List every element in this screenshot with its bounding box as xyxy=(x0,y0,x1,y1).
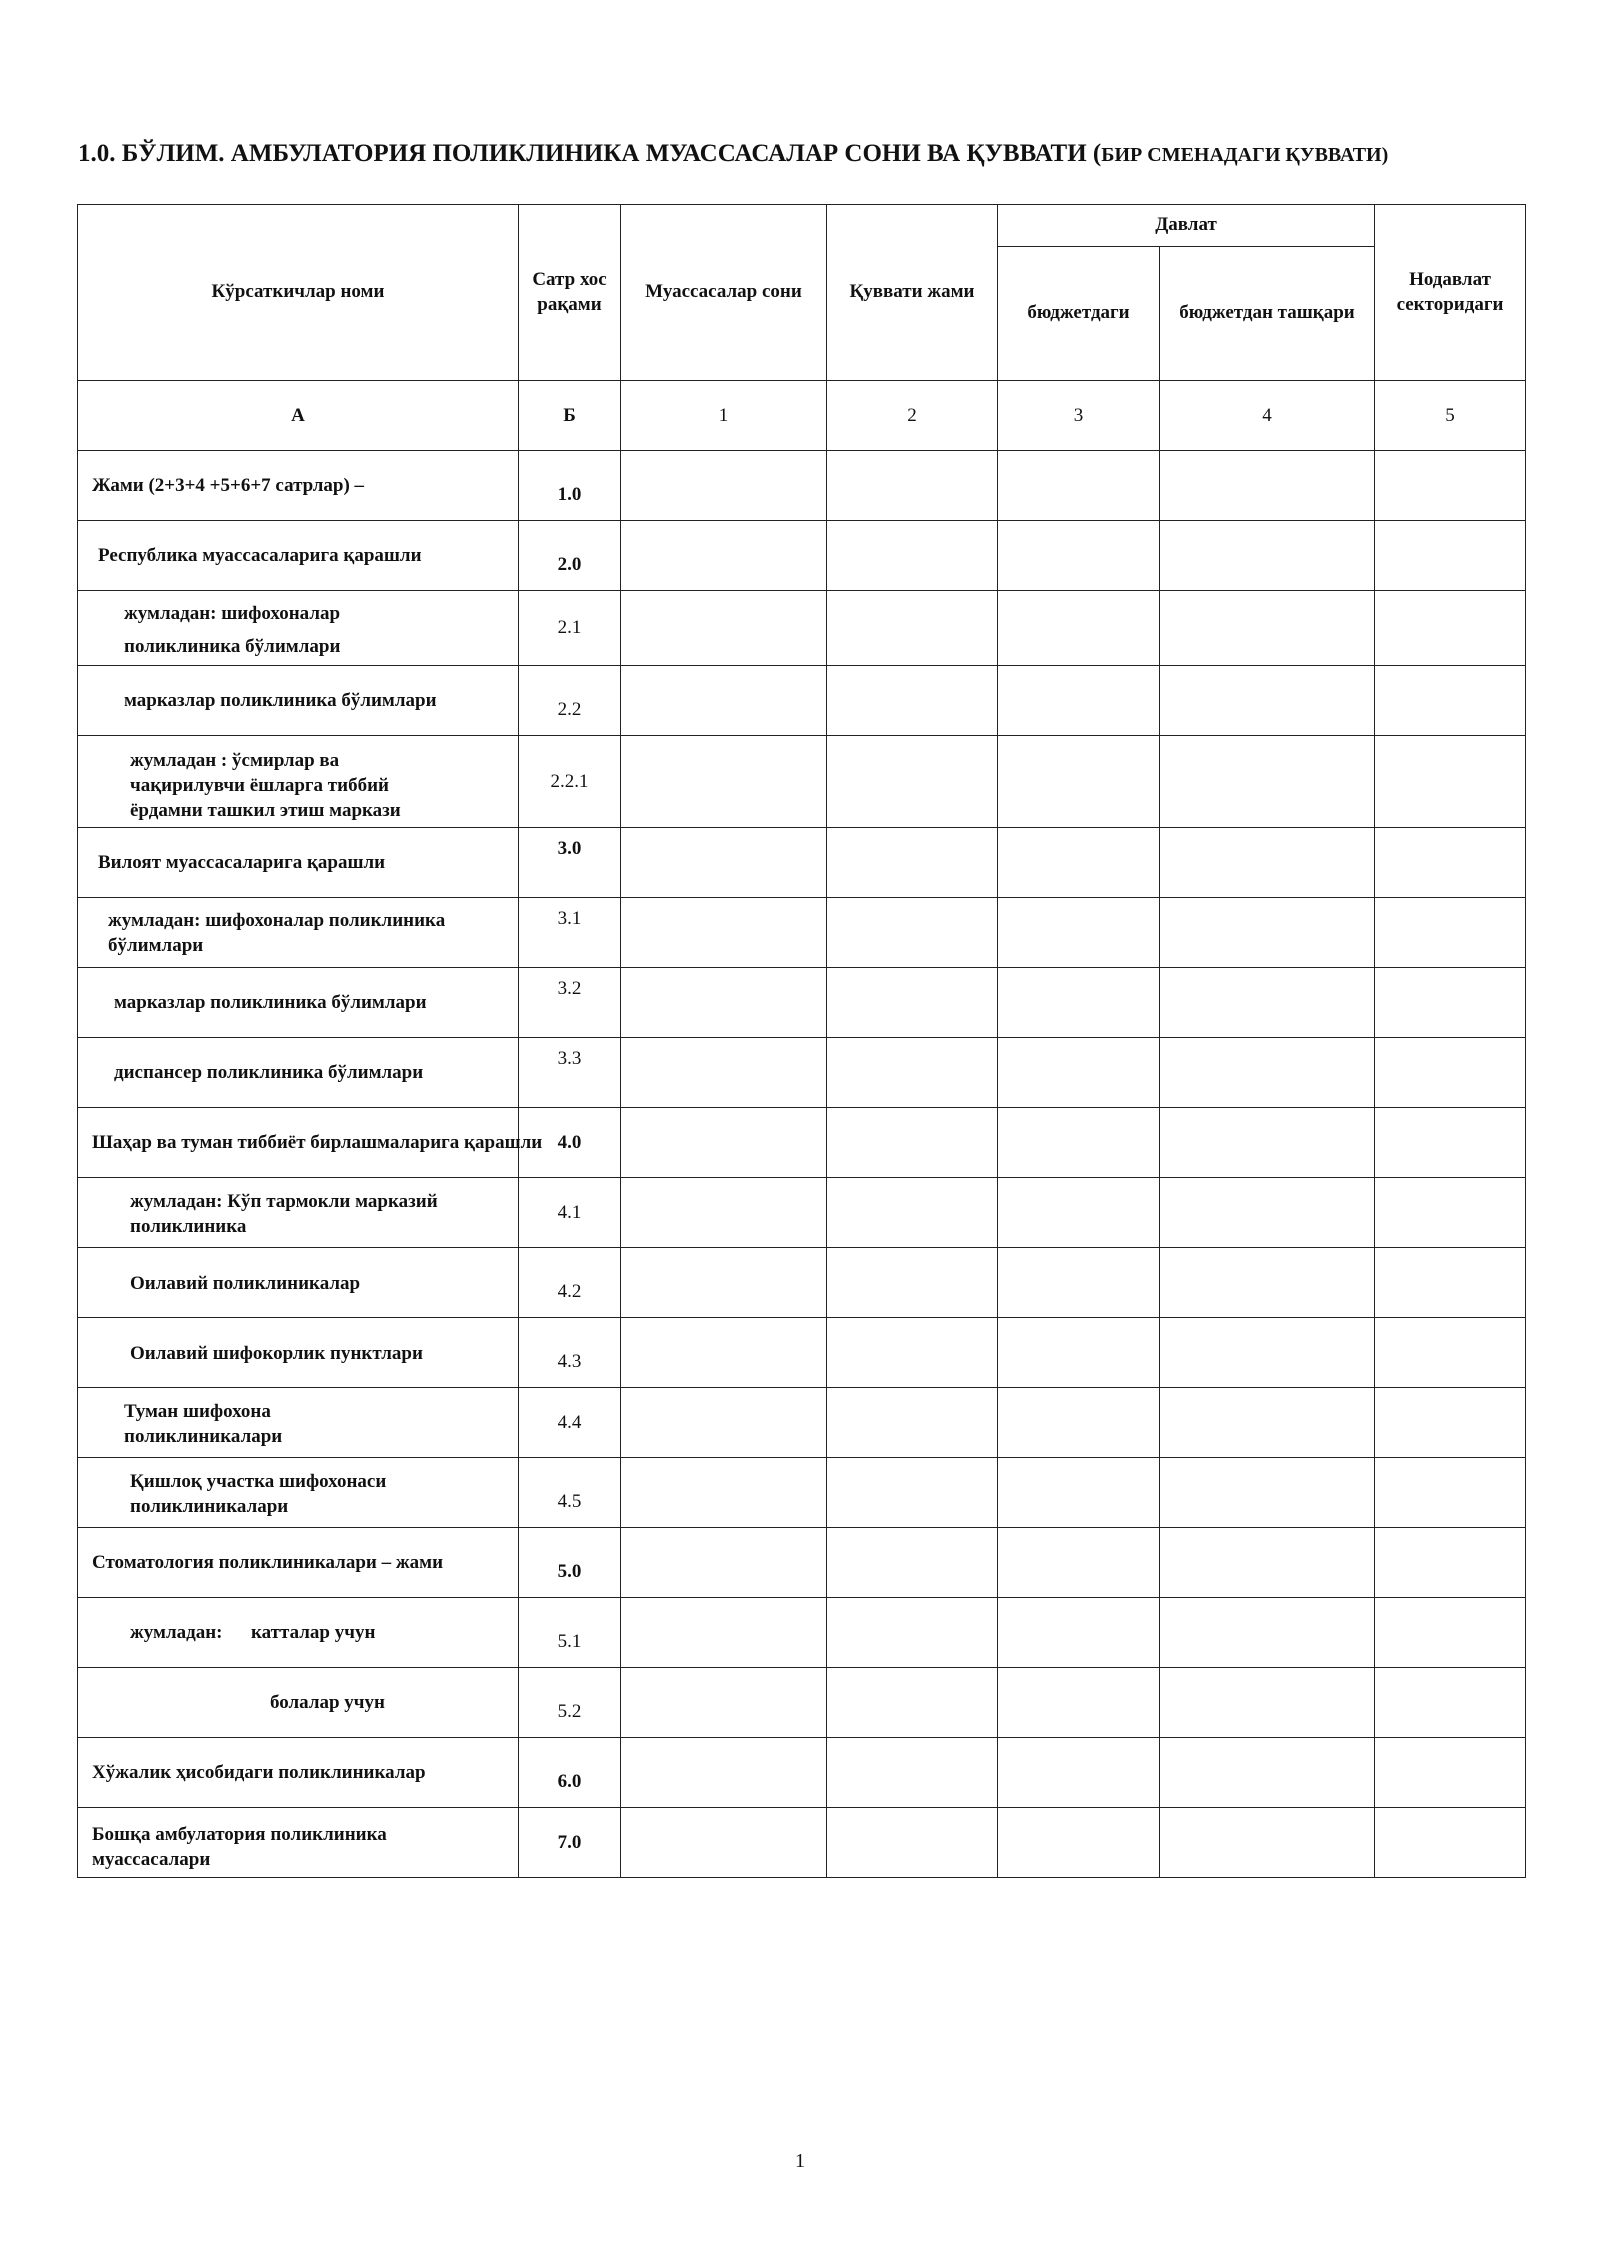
row-label: Шаҳар ва туман тиббиёт бирлашмаларига қарашли xyxy=(78,1108,519,1178)
row-label: жумладан : ўсмирлар ва чақирилувчи ёшларга тиббий ёрдамни ташкил этиш маркази xyxy=(78,736,519,828)
cell-institutions[interactable] xyxy=(621,736,827,828)
table-row xyxy=(78,736,1526,828)
cell-budget[interactable] xyxy=(998,1598,1160,1668)
cell-institutions[interactable] xyxy=(621,1598,827,1668)
cell-capacity-total[interactable] xyxy=(827,898,998,968)
cell-non-state[interactable] xyxy=(1375,898,1526,968)
row-label: Оилавий поликлиникалар xyxy=(78,1248,519,1318)
header-indicator: Кўрсаткичлар номи xyxy=(78,205,519,381)
table-row xyxy=(78,451,1526,521)
cell-off-budget[interactable] xyxy=(1160,1248,1375,1318)
cell-institutions[interactable] xyxy=(621,1108,827,1178)
cell-non-state[interactable] xyxy=(1375,736,1526,828)
table-row xyxy=(78,898,1526,968)
cell-non-state[interactable] xyxy=(1375,1318,1526,1388)
cell-institutions[interactable] xyxy=(621,1388,827,1458)
cell-capacity-total[interactable] xyxy=(827,1178,998,1248)
capacity-table xyxy=(77,204,1526,1878)
cell-capacity-total[interactable] xyxy=(827,1038,998,1108)
header-institutions: Муассасалар сони xyxy=(621,205,827,381)
row-label: Хўжалик ҳисобидаги поликлиникалар xyxy=(78,1738,519,1808)
cell-non-state[interactable] xyxy=(1375,828,1526,898)
row-code: 1.0 xyxy=(519,451,621,521)
row-label: диспансер поликлиника бўлимлари xyxy=(78,1038,519,1108)
cell-off-budget[interactable] xyxy=(1160,828,1375,898)
cell-budget[interactable] xyxy=(998,591,1160,666)
cell-institutions[interactable] xyxy=(621,1668,827,1738)
cell-non-state[interactable] xyxy=(1375,968,1526,1038)
header-off-budget: бюджетдан ташқари xyxy=(1160,247,1375,381)
row-label: Бошқа амбулатория поликлиника муассасалари xyxy=(78,1808,519,1878)
cell-capacity-total[interactable] xyxy=(827,1668,998,1738)
cell-off-budget[interactable] xyxy=(1160,591,1375,666)
cell-budget[interactable] xyxy=(998,828,1160,898)
cell-institutions[interactable] xyxy=(621,1458,827,1528)
cell-budget[interactable] xyxy=(998,521,1160,591)
cell-off-budget[interactable] xyxy=(1160,521,1375,591)
cell-non-state[interactable] xyxy=(1375,1108,1526,1178)
column-number: 1 xyxy=(621,381,827,451)
title-subtitle: БИР СМЕНАДАГИ ҚУВВАТИ) xyxy=(1101,144,1389,166)
row-code: 4.5 xyxy=(519,1458,621,1528)
cell-capacity-total[interactable] xyxy=(827,1528,998,1598)
row-label: болалар учун xyxy=(78,1668,519,1738)
column-number: 5 xyxy=(1375,381,1526,451)
header-capacity-total: Қуввати жами xyxy=(827,205,998,381)
row-label: Қишлоқ участка шифохонаси поликлиникалари xyxy=(78,1458,519,1528)
cell-non-state[interactable] xyxy=(1375,1598,1526,1668)
row-label: Республика муассасаларига қарашли xyxy=(78,521,519,591)
page-number: 1 xyxy=(795,2150,805,2172)
cell-off-budget[interactable] xyxy=(1160,1318,1375,1388)
cell-capacity-total[interactable] xyxy=(827,828,998,898)
cell-non-state[interactable] xyxy=(1375,1668,1526,1738)
row-label: жумладан: шифохоналар поликлиника бўлимлари xyxy=(78,591,519,666)
cell-budget[interactable] xyxy=(998,451,1160,521)
column-number: 4 xyxy=(1160,381,1375,451)
row-label: марказлар поликлиника бўлимлари xyxy=(78,666,519,736)
cell-budget[interactable] xyxy=(998,1388,1160,1458)
cell-budget[interactable] xyxy=(998,1178,1160,1248)
column-number: 3 xyxy=(998,381,1160,451)
cell-budget[interactable] xyxy=(998,1108,1160,1178)
cell-off-budget[interactable] xyxy=(1160,1808,1375,1878)
row-label: Жами (2+3+4 +5+6+7 сатрлар) – xyxy=(78,451,519,521)
cell-institutions[interactable] xyxy=(621,1738,827,1808)
row-code: 4.0 xyxy=(519,1108,621,1178)
cell-non-state[interactable] xyxy=(1375,1038,1526,1108)
cell-off-budget[interactable] xyxy=(1160,1388,1375,1458)
cell-budget[interactable] xyxy=(998,898,1160,968)
row-code: 4.3 xyxy=(519,1318,621,1388)
cell-capacity-total[interactable] xyxy=(827,1458,998,1528)
cell-institutions[interactable] xyxy=(621,1808,827,1878)
row-code: 4.4 xyxy=(519,1388,621,1458)
cell-non-state[interactable] xyxy=(1375,451,1526,521)
cell-institutions[interactable] xyxy=(621,521,827,591)
table-row xyxy=(78,666,1526,736)
cell-off-budget[interactable] xyxy=(1160,1458,1375,1528)
table-row xyxy=(78,1528,1526,1598)
row-label: Оилавий шифокорлик пунктлари xyxy=(78,1318,519,1388)
cell-non-state[interactable] xyxy=(1375,1388,1526,1458)
cell-budget[interactable] xyxy=(998,1738,1160,1808)
column-number: А xyxy=(78,381,519,451)
row-code: 2.0 xyxy=(519,521,621,591)
cell-non-state[interactable] xyxy=(1375,1528,1526,1598)
cell-capacity-total[interactable] xyxy=(827,521,998,591)
row-code: 2.1 xyxy=(519,591,621,666)
row-code: 4.1 xyxy=(519,1178,621,1248)
table-row xyxy=(78,1738,1526,1808)
cell-institutions[interactable] xyxy=(621,1528,827,1598)
cell-non-state[interactable] xyxy=(1375,1458,1526,1528)
cell-institutions[interactable] xyxy=(621,1318,827,1388)
table-row xyxy=(78,521,1526,591)
table-row xyxy=(78,1178,1526,1248)
row-code: 4.2 xyxy=(519,1248,621,1318)
cell-budget[interactable] xyxy=(998,1808,1160,1878)
cell-off-budget[interactable] xyxy=(1160,736,1375,828)
table-row xyxy=(78,1598,1526,1668)
cell-institutions[interactable] xyxy=(621,898,827,968)
row-code: 3.2 xyxy=(519,968,621,1038)
header-row-code: Сатр хос рақами xyxy=(519,205,621,381)
cell-budget[interactable] xyxy=(998,1528,1160,1598)
cell-capacity-total[interactable] xyxy=(827,451,998,521)
cell-off-budget[interactable] xyxy=(1160,1668,1375,1738)
cell-capacity-total[interactable] xyxy=(827,968,998,1038)
row-code: 5.0 xyxy=(519,1528,621,1598)
column-number: 2 xyxy=(827,381,998,451)
column-numbers-row xyxy=(78,381,1526,451)
header-budget: бюджетдаги xyxy=(998,247,1160,381)
cell-off-budget[interactable] xyxy=(1160,1108,1375,1178)
cell-off-budget[interactable] xyxy=(1160,898,1375,968)
cell-off-budget[interactable] xyxy=(1160,1738,1375,1808)
cell-off-budget[interactable] xyxy=(1160,1038,1375,1108)
cell-budget[interactable] xyxy=(998,1038,1160,1108)
cell-capacity-total[interactable] xyxy=(827,1808,998,1878)
cell-institutions[interactable] xyxy=(621,591,827,666)
cell-budget[interactable] xyxy=(998,1318,1160,1388)
row-code: 5.1 xyxy=(519,1598,621,1668)
cell-capacity-total[interactable] xyxy=(827,1388,998,1458)
cell-capacity-total[interactable] xyxy=(827,666,998,736)
row-label: марказлар поликлиника бўлимлари xyxy=(78,968,519,1038)
row-label: жумладан: Кўп тармокли марказий поликлиника xyxy=(78,1178,519,1248)
row-code: 6.0 xyxy=(519,1738,621,1808)
table-row xyxy=(78,1038,1526,1108)
row-label: Туман шифохона поликлиникалари xyxy=(78,1388,519,1458)
cell-capacity-total[interactable] xyxy=(827,1738,998,1808)
cell-budget[interactable] xyxy=(998,1668,1160,1738)
cell-institutions[interactable] xyxy=(621,828,827,898)
cell-off-budget[interactable] xyxy=(1160,1528,1375,1598)
row-label: Стоматология поликлиникалари – жами xyxy=(78,1528,519,1598)
row-code: 5.2 xyxy=(519,1668,621,1738)
cell-non-state[interactable] xyxy=(1375,1178,1526,1248)
row-label: жумладан: шифохоналар поликлиника бўлимлари xyxy=(78,898,519,968)
cell-off-budget[interactable] xyxy=(1160,666,1375,736)
table-row xyxy=(78,1248,1526,1318)
cell-budget[interactable] xyxy=(998,666,1160,736)
cell-non-state[interactable] xyxy=(1375,521,1526,591)
cell-capacity-total[interactable] xyxy=(827,736,998,828)
cell-capacity-total[interactable] xyxy=(827,1248,998,1318)
cell-capacity-total[interactable] xyxy=(827,1108,998,1178)
row-code: 3.1 xyxy=(519,898,621,968)
cell-off-budget[interactable] xyxy=(1160,1598,1375,1668)
row-code: 2.2.1 xyxy=(519,736,621,828)
header-non-state: Нодавлат секторидаги xyxy=(1375,205,1526,381)
cell-capacity-total[interactable] xyxy=(827,591,998,666)
cell-non-state[interactable] xyxy=(1375,1248,1526,1318)
cell-institutions[interactable] xyxy=(621,1038,827,1108)
row-label: Вилоят муассасаларига қарашли xyxy=(78,828,519,898)
table-row xyxy=(78,828,1526,898)
title-main: 1.0. БЎЛИМ. АМБУЛАТОРИЯ ПОЛИКЛИНИКА МУАССАСАЛАР СОНИ ВА ҚУВВАТИ ( xyxy=(78,140,1102,167)
cell-institutions[interactable] xyxy=(621,666,827,736)
column-number: Б xyxy=(519,381,621,451)
cell-capacity-total[interactable] xyxy=(827,1598,998,1668)
cell-non-state[interactable] xyxy=(1375,1738,1526,1808)
cell-non-state[interactable] xyxy=(1375,591,1526,666)
page-title xyxy=(78,140,1538,168)
table-row xyxy=(78,591,1526,666)
row-code: 3.0 xyxy=(519,828,621,898)
cell-off-budget[interactable] xyxy=(1160,1178,1375,1248)
row-code: 7.0 xyxy=(519,1808,621,1878)
cell-institutions[interactable] xyxy=(621,1248,827,1318)
cell-institutions[interactable] xyxy=(621,1178,827,1248)
cell-budget[interactable] xyxy=(998,1248,1160,1318)
cell-non-state[interactable] xyxy=(1375,1808,1526,1878)
cell-budget[interactable] xyxy=(998,968,1160,1038)
cell-budget[interactable] xyxy=(998,736,1160,828)
cell-budget[interactable] xyxy=(998,1458,1160,1528)
cell-non-state[interactable] xyxy=(1375,666,1526,736)
cell-capacity-total[interactable] xyxy=(827,1318,998,1388)
header-state: Давлат xyxy=(998,205,1375,247)
row-code: 3.3 xyxy=(519,1038,621,1108)
table-row xyxy=(78,1388,1526,1458)
table-row xyxy=(78,968,1526,1038)
table-row xyxy=(78,1108,1526,1178)
table-row xyxy=(78,1318,1526,1388)
cell-off-budget[interactable] xyxy=(1160,451,1375,521)
cell-institutions[interactable] xyxy=(621,451,827,521)
row-code: 2.2 xyxy=(519,666,621,736)
cell-off-budget[interactable] xyxy=(1160,968,1375,1038)
table-row xyxy=(78,1458,1526,1528)
row-label: жумладан: катталар учун xyxy=(78,1598,519,1668)
table-row xyxy=(78,1808,1526,1878)
table-row xyxy=(78,1668,1526,1738)
cell-institutions[interactable] xyxy=(621,968,827,1038)
